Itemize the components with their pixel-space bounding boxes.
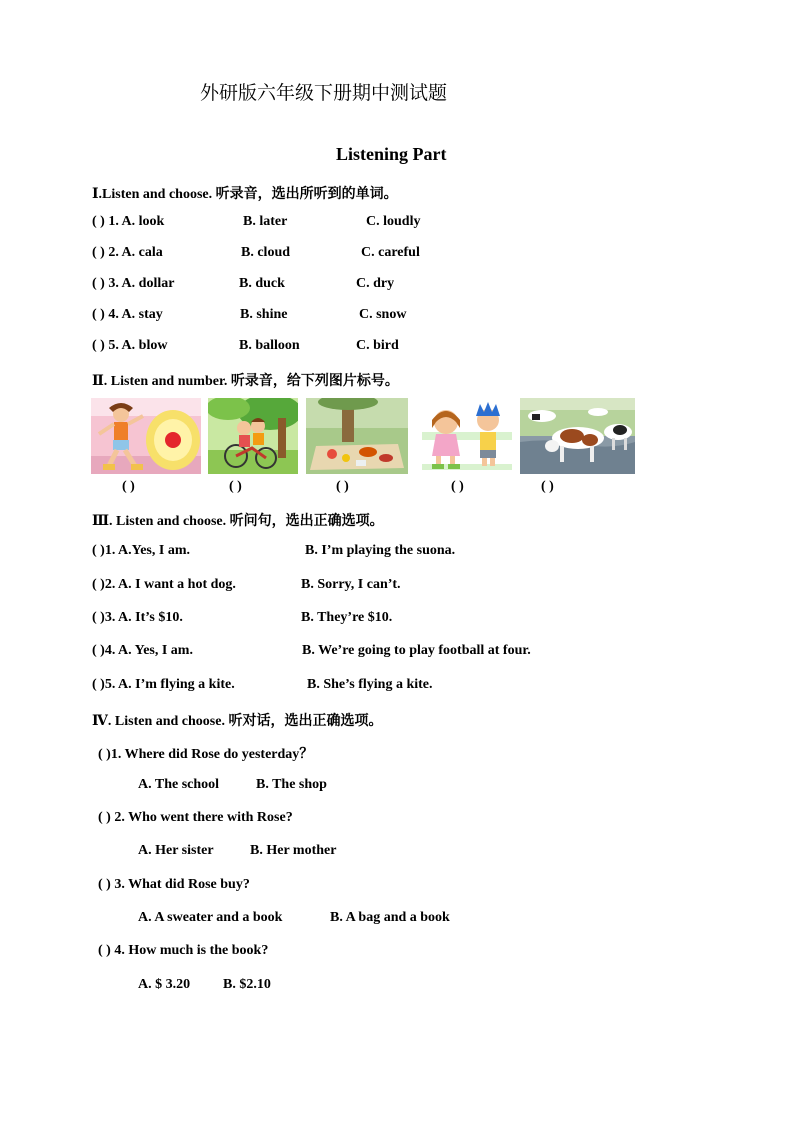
picture-cows bbox=[520, 398, 635, 474]
question-option-a: ( )4. A. Yes, I am. bbox=[92, 643, 193, 658]
picture-picnic bbox=[306, 398, 408, 474]
question-option-a: ( )3. A. It’s $10. bbox=[92, 610, 183, 625]
question-option-a: ( )1. A.Yes, I am. bbox=[92, 543, 190, 558]
page-subtitle: Listening Part bbox=[336, 144, 447, 164]
option-b: B. shine bbox=[240, 307, 288, 322]
picture-blank-1[interactable]: ( ) bbox=[122, 479, 135, 494]
item-number-option-a: ( ) 4. A. stay bbox=[92, 307, 163, 322]
option-b: B. The shop bbox=[256, 777, 327, 792]
option-a: A. A sweater and a book bbox=[138, 910, 283, 925]
item-number-option-a: ( ) 2. A. cala bbox=[92, 245, 163, 260]
picture-blank-5[interactable]: ( ) bbox=[541, 479, 554, 494]
section1-heading: Ⅰ.Listen and choose. 听录音，选出所听到的单词。 bbox=[92, 187, 398, 202]
item-number-option-a: ( ) 1. A. look bbox=[92, 214, 165, 229]
option-c: C. loudly bbox=[366, 214, 421, 229]
question-text: ( ) 2. Who went there with Rose? bbox=[98, 810, 293, 825]
question-option-a: ( )5. A. I’m flying a kite. bbox=[92, 677, 235, 692]
option-b: B. We’re going to play football at four. bbox=[302, 643, 531, 658]
section4-heading: Ⅳ. Listen and choose. 听对话，选出正确选项。 bbox=[92, 714, 383, 729]
picture-girl-sun bbox=[91, 398, 201, 474]
option-b: B. $2.10 bbox=[223, 977, 271, 992]
option-c: C. bird bbox=[356, 338, 399, 353]
option-b: B. They’re $10. bbox=[301, 610, 393, 625]
picture-blank-3[interactable]: ( ) bbox=[336, 479, 349, 494]
section2-heading: Ⅱ. Listen and number. 听录音，给下列图片标号。 bbox=[92, 374, 399, 389]
option-c: C. dry bbox=[356, 276, 395, 291]
question-text: ( ) 4. How much is the book? bbox=[98, 943, 269, 958]
option-a: A. Her sister bbox=[138, 843, 214, 858]
picture-blank-4[interactable]: ( ) bbox=[451, 479, 464, 494]
option-c: C. careful bbox=[361, 245, 420, 260]
picture-blank-2[interactable]: ( ) bbox=[229, 479, 242, 494]
question-option-a: ( )2. A. I want a hot dog. bbox=[92, 577, 236, 592]
option-b: B. Her mother bbox=[250, 843, 337, 858]
section3-heading: Ⅲ. Listen and choose. 听问句，选出正确选项。 bbox=[92, 514, 384, 529]
picture-kids-bicycle bbox=[208, 398, 298, 474]
page-title: 外研版六年级下册期中测试题 bbox=[200, 83, 448, 104]
option-b: B. later bbox=[243, 214, 288, 229]
option-b: B. She’s flying a kite. bbox=[307, 677, 433, 692]
option-b: B. cloud bbox=[241, 245, 291, 260]
question-text: ( ) 3. What did Rose buy? bbox=[98, 877, 250, 892]
option-b: B. I’m playing the suona. bbox=[305, 543, 456, 558]
item-number-option-a: ( ) 3. A. dollar bbox=[92, 276, 175, 291]
picture-two-kids bbox=[422, 398, 512, 474]
question-text: ( )1. Where did Rose do yesterday？ bbox=[98, 747, 314, 762]
option-a: A. The school bbox=[138, 777, 220, 792]
item-number-option-a: ( ) 5. A. blow bbox=[92, 338, 168, 353]
option-a: A. $ 3.20 bbox=[138, 977, 191, 992]
option-b: B. duck bbox=[239, 276, 285, 291]
option-c: C. snow bbox=[359, 307, 407, 322]
option-b: B. balloon bbox=[239, 338, 300, 353]
option-b: B. A bag and a book bbox=[330, 910, 450, 925]
option-b: B. Sorry, I can’t. bbox=[301, 577, 401, 592]
